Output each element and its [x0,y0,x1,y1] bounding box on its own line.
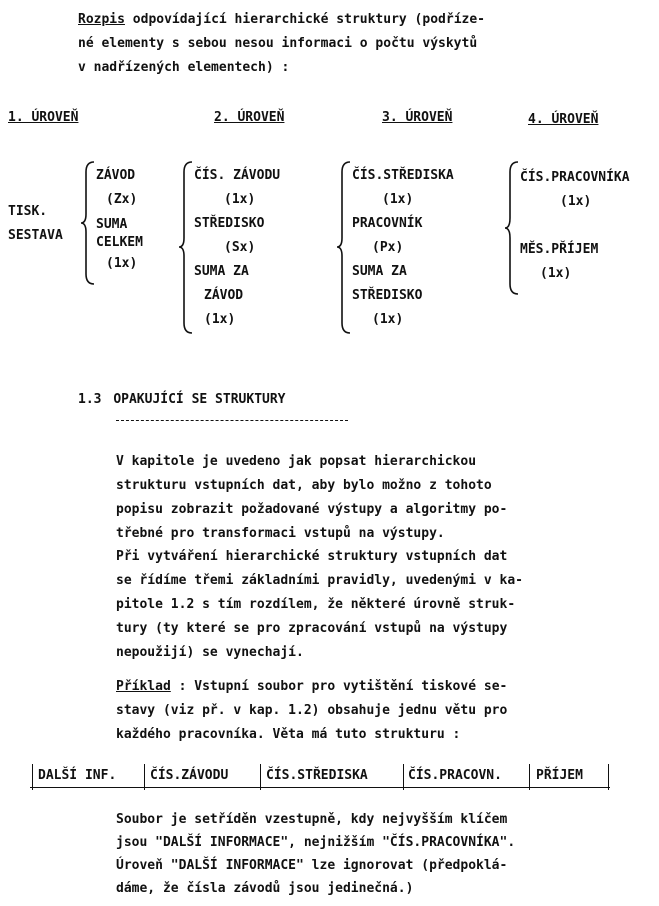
brace-2 [178,160,194,335]
example-keyword: Příklad [116,679,171,694]
tree-l2-item: CELKEM [96,235,143,250]
record-separator [608,764,609,790]
paragraph-line: nepoužijí) se vynechají. [116,645,304,660]
tree-l2-count: (Zx) [106,192,138,207]
paragraph-line: tury (ty které se pro zpracování vstupů na výstupy [116,621,508,636]
level-heading-3: 3. ÚROVEŇ [382,110,453,125]
paragraph-line: dáme, že čísla závodů jsou jedinečná.) [116,881,414,896]
tree-level5 [520,166,630,286]
tree-l5-count: (1x) [560,194,592,209]
paragraph-3 [116,808,515,900]
tree-l4-count: (1x) [382,192,414,207]
tree-l4-count: (Px) [372,240,404,255]
tree-l4-count: (1x) [372,312,404,327]
example-text: : Vstupní soubor pro vytištění tiskové se- [178,679,508,694]
paragraph-line: Při vytváření hierarchické struktury vstupních dat [116,549,508,564]
paragraph-line: Úroveň "DALŠÍ INFORMACE" lze ignorovat (předpoklá- [116,858,508,873]
paragraph-line: Soubor je setříděn vzestupně, kdy nejvyšším klíčem [116,812,508,827]
intro-keyword: Rozpis [78,12,125,27]
tree-root [8,200,63,248]
paragraph-line: se řídíme třemi základními pravidly, uvedenými v ka- [116,573,523,588]
paragraph-line: jsou "DALŠÍ INFORMACE", nejnižším "ČÍS.PRACOVNÍKA". [116,835,516,850]
section-underline [116,420,348,421]
tree-root-line-2: SESTAVA [8,228,63,243]
intro-line-1 [78,8,485,32]
brace-4 [504,160,520,296]
tree-level2 [96,164,143,276]
record-field-4: ČÍS.PRACOVN. [408,768,502,783]
tree-l4-item: SUMA ZA [352,264,407,279]
tree-l2-count: (1x) [106,256,138,271]
record-field-1: DALŠÍ INF. [38,768,117,783]
tree-l3-count: (Sx) [224,240,256,255]
record-separator [260,764,261,790]
record-separator [144,764,145,790]
tree-l5-count: (1x) [540,266,572,281]
tree-l3-item: ČÍS. ZÁVODU [194,168,281,183]
record-field-3: ČÍS.STŘEDISKA [266,768,368,783]
example-line: každého pracovníka. Věta má tuto strukturu : [116,727,461,742]
tree-l3-count: (1x) [224,192,256,207]
section-title: OPAKUJÍCÍ SE STRUKTURY [113,392,286,407]
example-block [116,675,507,747]
paragraph-1 [116,450,507,546]
record-field-5: PŘÍJEM [536,768,583,783]
tree-l3-item: ZÁVOD [204,288,244,303]
paragraph-line: strukturu vstupních dat, aby bylo možno z tohoto [116,478,492,493]
record-separator [403,764,404,790]
paragraph-2 [116,545,523,665]
intro-block [78,8,485,80]
tree-l4-item: PRACOVNÍK [352,216,423,231]
intro-line-2: né elementy s sebou nesou informaci o počtu výskytů [78,36,478,51]
section-number: 1.3 [78,392,102,407]
record-separator [529,764,530,790]
paragraph-line: V kapitole je uvedeno jak popsat hierarchickou [116,454,477,469]
tree-l2-item: SUMA [96,217,128,232]
level-heading-2: 2. ÚROVEŇ [214,110,285,125]
record-underline [30,787,610,788]
tree-l5-item: MĚS.PŘÍJEM [520,242,599,257]
intro-line-3: v nadřízených elementech) : [78,60,290,75]
paragraph-line: pitole 1.2 s tím rozdílem, že některé úrovně struk- [116,597,516,612]
level-heading-4: 4. ÚROVEŇ [528,112,599,127]
example-line-1 [116,675,507,699]
tree-root-line-1: TISK. [8,204,48,219]
tree-level4 [352,164,454,332]
tree-l2-item: ZÁVOD [96,168,136,183]
tree-l3-item: SUMA ZA [194,264,249,279]
tree-level3 [194,164,280,332]
tree-l3-item: STŘEDISKO [194,216,265,231]
tree-l4-item: STŘEDISKO [352,288,423,303]
record-field-2: ČÍS.ZÁVODU [150,768,229,783]
tree-l4-item: ČÍS.STŘEDISKA [352,168,454,183]
tree-l5-item: ČÍS.PRACOVNÍKA [520,170,630,185]
level-heading-1: 1. ÚROVEŇ [8,110,79,125]
example-line: stavy (viz př. v kap. 1.2) obsahuje jednu větu pro [116,703,508,718]
record-separator [32,764,33,790]
section-heading [78,392,286,407]
paragraph-line: popisu zobrazit požadované výstupy a algoritmy po- [116,502,508,517]
brace-3 [336,160,352,335]
brace-1 [80,160,96,286]
tree-l3-count: (1x) [204,312,236,327]
intro-text: odpovídající hierarchické struktury (podříze- [132,12,485,27]
paragraph-line: třebné pro transformaci vstupů na výstupy. [116,526,445,541]
